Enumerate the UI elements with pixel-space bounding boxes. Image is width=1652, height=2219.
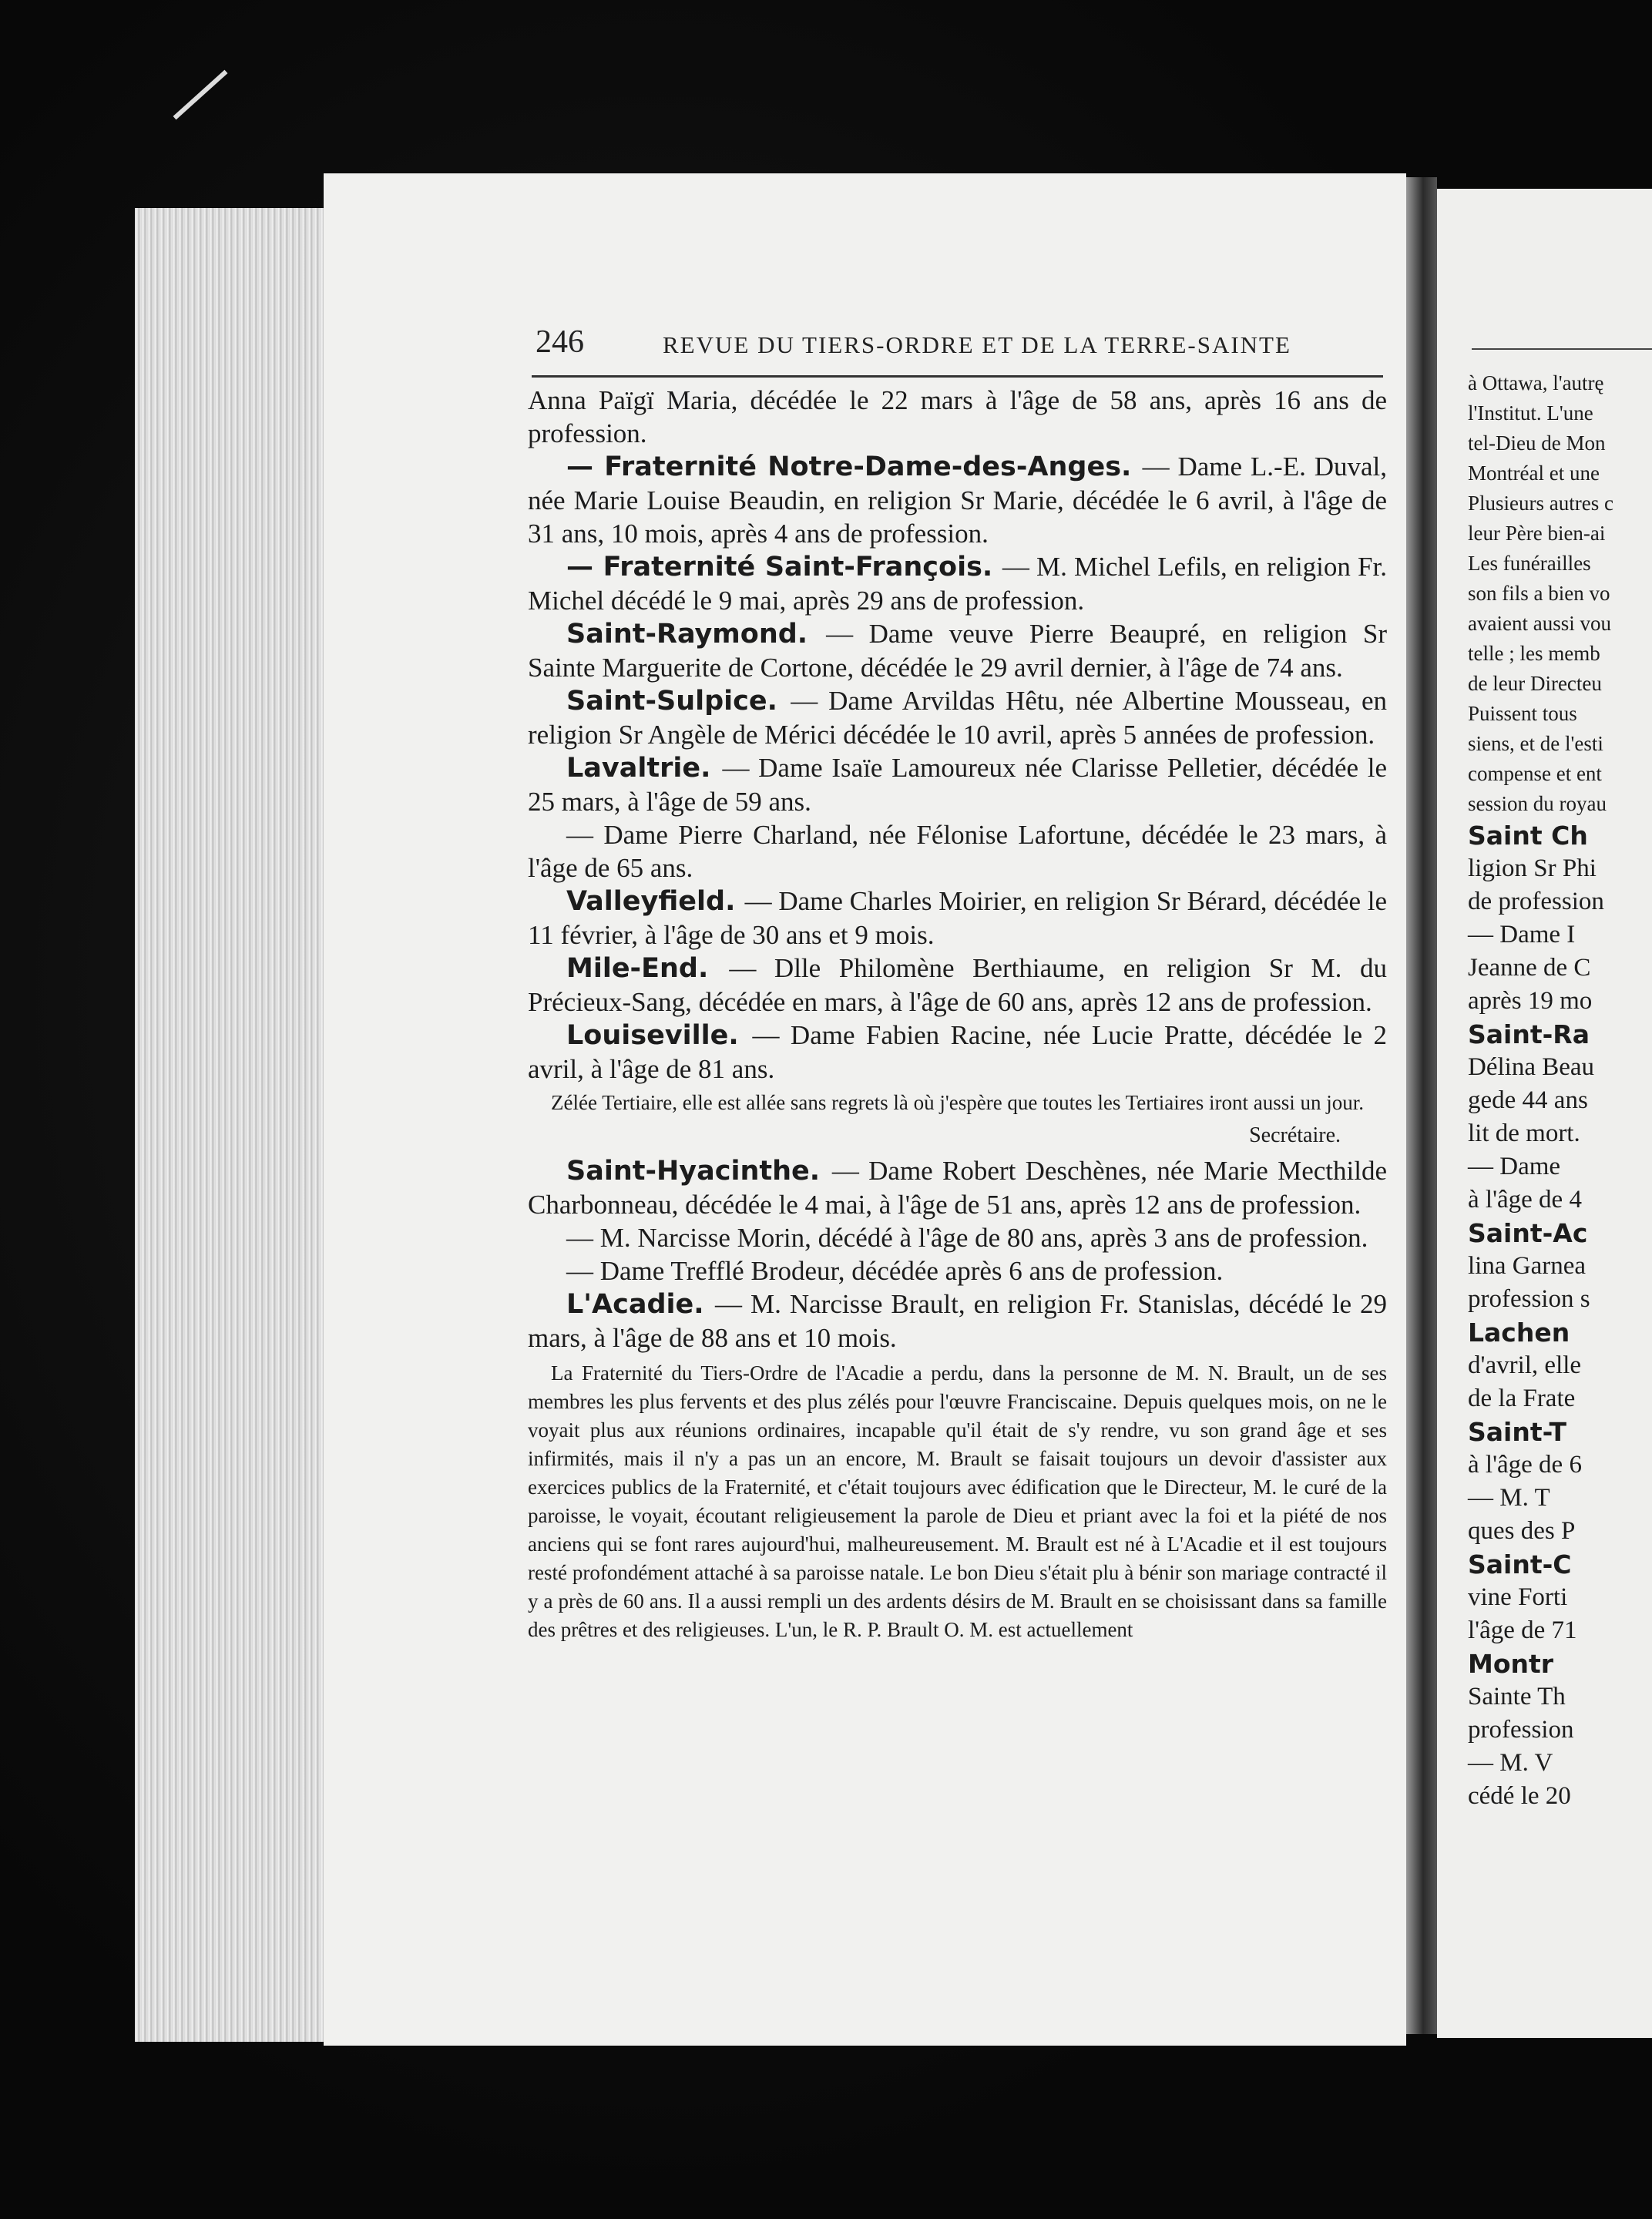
right-page-line: Saint-T — [1468, 1417, 1566, 1447]
obituary-entry — [528, 885, 1387, 952]
right-page-line: à l'âge de 6 — [1468, 1451, 1582, 1479]
entry-text: — Dame Trefflé Brodeur, décédée après 6 ans de profession. — [566, 1256, 1224, 1286]
right-page-line: telle ; les memb — [1468, 642, 1600, 665]
obituary-entry — [528, 617, 1387, 684]
entry-text: — Dame L.-E. Duval, née Marie Louise Beaudin, en religion Sr Marie, décédée le 6 avril, à l'âge de 31 ans, 10 mois, après 4 ans de profession. — [528, 452, 1387, 549]
entry-text: — M. Michel Lefils, en religion Fr. Michel décédé le 9 mai, après 29 ans de profession. — [528, 552, 1387, 616]
right-page-line: session du royau — [1468, 792, 1607, 815]
fraternity-heading: Saint-Hyacinthe. — [566, 1156, 832, 1187]
signature: Secrétaire. — [1249, 1123, 1341, 1147]
obituary-entry — [528, 450, 1387, 550]
obituary-entry — [528, 684, 1387, 751]
right-page-line: de profession — [1468, 888, 1604, 915]
right-page-line: Montr — [1468, 1649, 1554, 1679]
right-page-line: avaient aussi vou — [1468, 612, 1611, 635]
entry-text: — Dame Pierre Charland, née Félonise Lafortune, décédée le 23 mars, à l'âge de 65 ans. — [528, 820, 1387, 883]
right-page-line: Puissent tous — [1468, 702, 1577, 725]
fraternity-heading: Valleyfield. — [566, 886, 745, 917]
right-page-line: l'Institut. L'une — [1468, 401, 1593, 425]
page-number: 246 — [536, 324, 584, 360]
right-page-line: profession — [1468, 1716, 1574, 1744]
right-page-line: — M. V — [1468, 1749, 1553, 1777]
right-page-line: cédé le 20 — [1468, 1782, 1571, 1810]
left-page-body — [528, 384, 1387, 1644]
fraternity-heading: — Fraternité Notre-Dame-des-Anges. — [566, 452, 1143, 482]
obituary-entry — [528, 1019, 1387, 1086]
right-page-line: à l'âge de 4 — [1468, 1186, 1582, 1214]
right-page-line: profession s — [1468, 1285, 1590, 1313]
right-page-line: d'avril, elle — [1468, 1351, 1582, 1379]
right-page-line: de leur Directeu — [1468, 672, 1602, 695]
right-page-line: Saint-Ra — [1468, 1019, 1590, 1049]
running-title: REVUE DU TIERS-ORDRE ET DE LA TERRE-SAINTE — [663, 331, 1291, 358]
right-page-line: Saint Ch — [1468, 821, 1588, 851]
fraternity-heading: — Fraternité Saint-François. — [566, 552, 1002, 582]
entry-text: — Dame Arvildas Hêtu, née Albertine Mousseau, en religion Sr Angèle de Mérici décédée le 10 avril, après 5 années de profession. — [528, 686, 1387, 750]
right-page-line: Montréal et une — [1468, 462, 1600, 485]
right-page-line: l'âge de 71 — [1468, 1616, 1577, 1644]
right-page-line: siens, et de l'esti — [1468, 732, 1603, 755]
fraternity-heading: Mile-End. — [566, 953, 730, 984]
obituary-entry — [528, 1154, 1387, 1221]
right-page-line: ques des P — [1468, 1517, 1576, 1545]
obituary-entry — [528, 1221, 1387, 1254]
book-page-edges — [135, 208, 335, 2042]
right-header-rule — [1472, 348, 1652, 350]
header-rule — [532, 375, 1383, 378]
fraternity-heading: L'Acadie. — [566, 1289, 715, 1320]
right-page-line: après 19 mo — [1468, 987, 1593, 1015]
right-page-body — [1468, 368, 1652, 1813]
obituary-entry — [528, 550, 1387, 617]
right-page-line: — Dame — [1468, 1153, 1561, 1180]
fraternity-heading: Lavaltrie. — [566, 753, 723, 784]
right-page-line: tel-Dieu de Mon — [1468, 431, 1606, 455]
right-page-line: Les funérailles — [1468, 552, 1591, 575]
entry-text: — M. Narcisse Morin, décédé à l'âge de 80 ans, après 3 ans de profession. — [566, 1223, 1368, 1253]
right-page-line: — M. T — [1468, 1484, 1550, 1512]
fraternity-heading: Louiseville. — [566, 1020, 753, 1051]
right-page-line: gede 44 ans — [1468, 1086, 1588, 1114]
entry-text: — Dlle Philomène Berthiaume, en religion Sr M. du Précieux-Sang, décédée en mars, à l'âge de 60 ans, après 12 ans de profession. — [528, 953, 1387, 1017]
right-page-line: leur Père bien-ai — [1468, 522, 1606, 545]
entry-text: — Dame Fabien Racine, née Lucie Pratte, décédée le 2 avril, à l'âge de 81 ans. — [528, 1020, 1387, 1084]
right-page-line: Plusieurs autres c — [1468, 492, 1613, 515]
entry-text: — M. Narcisse Brault, en religion Fr. Stanislas, décédé le 29 mars, à l'âge de 88 ans et 10 mois. — [528, 1289, 1387, 1353]
right-page-line: Sainte Th — [1468, 1683, 1566, 1710]
right-page-line: lina Garnea — [1468, 1252, 1586, 1280]
right-page-line: vine Forti — [1468, 1583, 1568, 1611]
obituary-entry — [528, 751, 1387, 818]
right-page-line: Jeanne de C — [1468, 954, 1591, 982]
right-page-line: son fils a bien vo — [1468, 582, 1610, 605]
entry-text: Anna Païgï Maria, décédée le 22 mars à l'âge de 58 ans, après 16 ans de profession. — [528, 385, 1387, 448]
right-page-line: — Dame I — [1468, 921, 1576, 948]
right-page-line: Lachen — [1468, 1318, 1570, 1348]
obituary-entry — [528, 1287, 1387, 1355]
note-paragraph: Zélée Tertiaire, elle est allée sans regrets là où j'espère que toutes les Tertiaires iront aussi un jour. — [551, 1091, 1364, 1114]
right-page-line: Saint-C — [1468, 1549, 1572, 1579]
book-spine — [1406, 177, 1437, 2034]
obituary-entry — [528, 952, 1387, 1019]
fraternity-heading: Saint-Raymond. — [566, 619, 827, 650]
right-page-line: lit de mort. — [1468, 1120, 1580, 1147]
right-page-line: Délina Beau — [1468, 1053, 1595, 1081]
running-header — [536, 324, 1383, 361]
obituary-entry — [528, 818, 1387, 885]
note-paragraph: La Fraternité du Tiers-Ordre de l'Acadie a perdu, dans la personne de M. N. Brault, un de ses membres les plus fervents et des plus zélés pour l'œuvre Franciscaine. Depuis quelques mois, on ne le voyait plus aux réunions ordinaires, incapable qu'il était de s'y rendre, vu son grand âge et ses infirmités, mais il n'y a pas un an encore, M. Brault se faisait toujours un devoir d'assister aux exercices publics de la Fraternité, et c'était toujours avec édification que le Directeur, M. le curé de la paroisse, le voyait, écoutant religieusement la parole de Dieu et priant avec la foi et la piété de nos anciens qui se font rares aujourd'hui, malheureusement. M. Brault est né à L'Acadie et il est toujours resté profondément attaché à sa paroisse natale. Le bon Dieu s'était plu à bénir son mariage contracté il y a près de 60 ans. Il a aussi rempli un des ardents désirs de M. Brault en se choisissant dans sa famille des prêtres et des religieuses. L'un, le R. P. Brault O. M. est actuellement — [528, 1361, 1387, 1641]
entry-text: — Dame Isaïe Lamoureux née Clarisse Pelletier, décédée le 25 mars, à l'âge de 59 ans. — [528, 753, 1388, 817]
entry-text: — Dame Robert Deschènes, née Marie Mecthilde Charbonneau, décédée le 4 mai, à l'âge de 51 ans, après 12 ans de profession. — [528, 1156, 1387, 1220]
entry-text: — Dame veuve Pierre Beaupré, en religion Sr Sainte Marguerite de Cortone, décédée le 29 avril dernier, à l'âge de 74 ans. — [528, 619, 1387, 683]
obituary-entry — [528, 1254, 1387, 1287]
right-page-line: compense et ent — [1468, 762, 1602, 785]
fraternity-heading: Saint-Sulpice. — [566, 686, 791, 717]
right-page-line: ligion Sr Phi — [1468, 854, 1597, 882]
right-page-line: à Ottawa, l'autrę — [1468, 371, 1604, 394]
obituary-entry — [528, 384, 1387, 450]
right-page-line: de la Frate — [1468, 1385, 1576, 1412]
entry-text: — Dame Charles Moirier, en religion Sr Bérard, décédée le 11 février, à l'âge de 30 ans et 9 mois. — [528, 886, 1387, 950]
right-page-line: Saint-Ac — [1468, 1218, 1588, 1248]
